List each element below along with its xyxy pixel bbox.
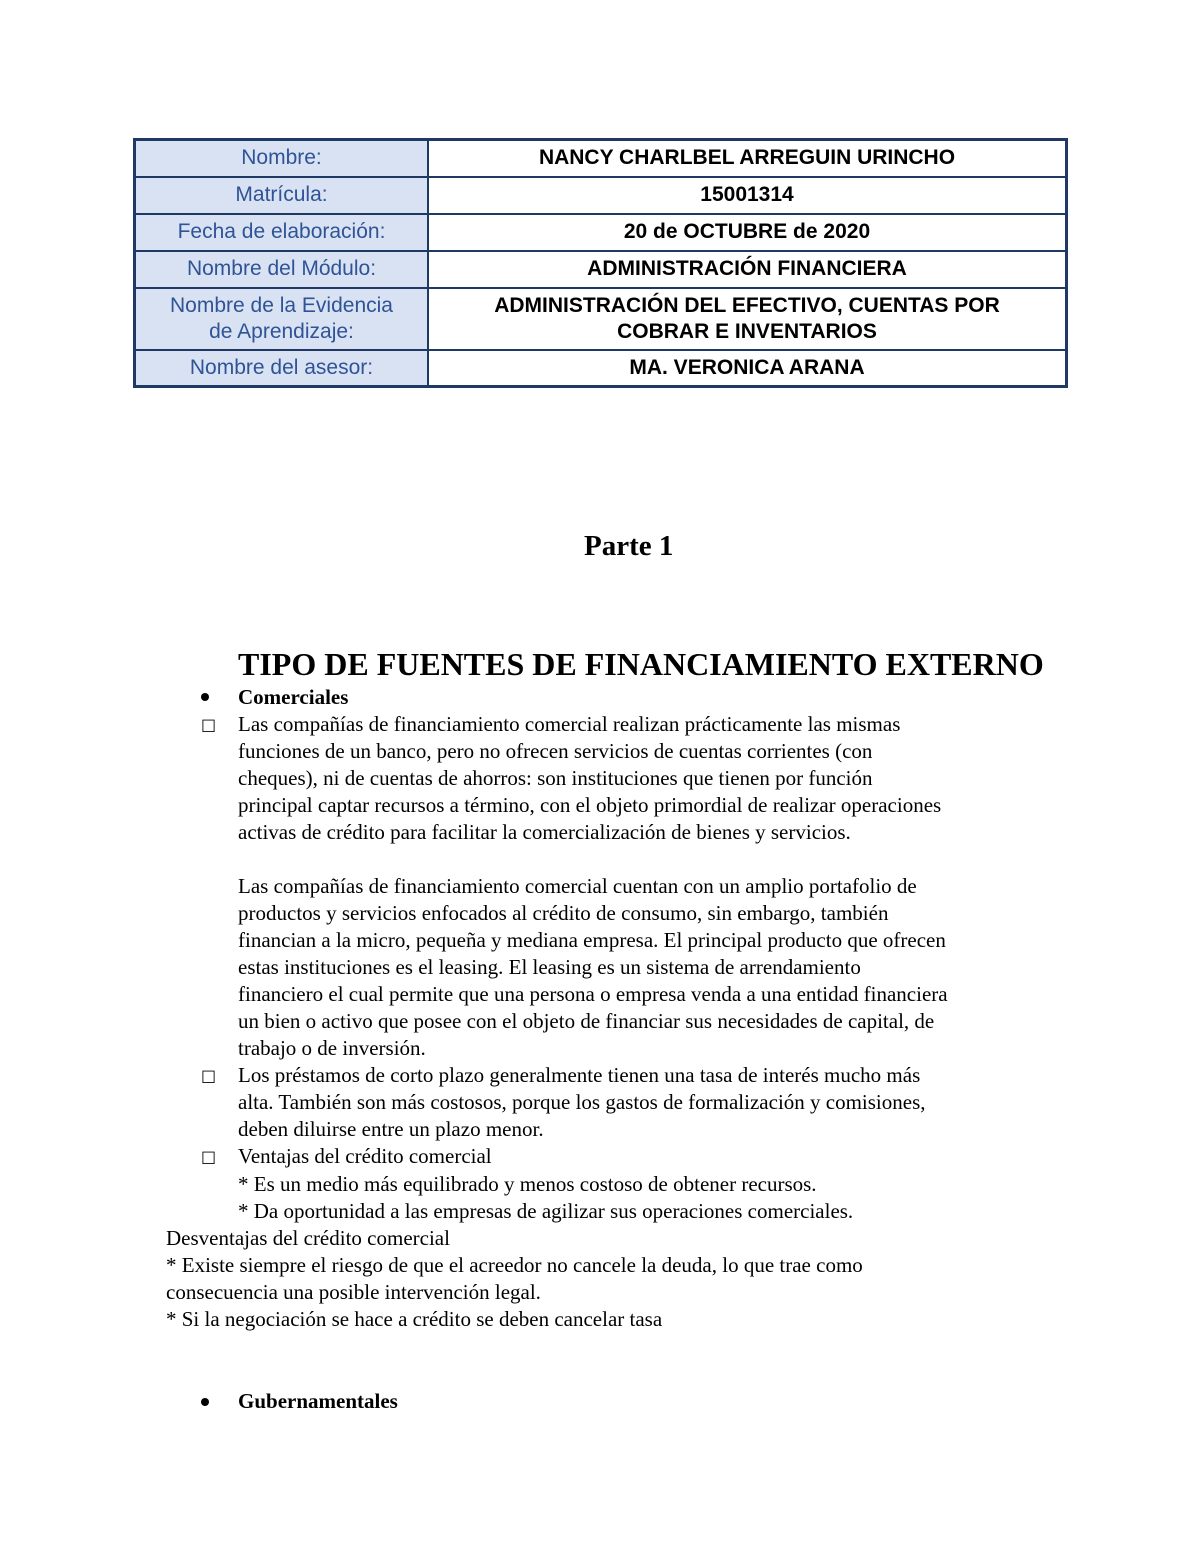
para1-line: Las compañías de financiamiento comercial realizan prácticamente las mismas [238, 712, 901, 736]
disadvantages-line: Desventajas del crédito comercial [166, 1226, 450, 1250]
section-heading-gubernamentales: Gubernamentales [238, 1389, 398, 1413]
para2-line: un bien o activo que posee con el objeto de financiar sus necesidades de capital, de [238, 1009, 935, 1033]
label-module: Nombre del Módulo: [135, 251, 429, 288]
para2-line: Las compañías de financiamiento comercial cuentan con un amplio portafolio de [238, 874, 917, 898]
info-row-date [135, 214, 1067, 251]
para2-line: productos y servicios enfocados al crédito de consumo, sin embargo, también [238, 901, 889, 925]
label-matricula: Matrícula: [135, 177, 429, 214]
square-bullet-icon: □ [201, 1147, 217, 1166]
label-date: Fecha de elaboración: [135, 214, 429, 251]
section-heading-comerciales: Comerciales [238, 685, 349, 709]
bullet-dot-icon [201, 693, 209, 701]
label-evidence [135, 288, 429, 350]
value-evidence-line2: COBRAR E INVENTARIOS [617, 319, 877, 343]
para2-line: financian a la micro, pequeña y mediana empresa. El principal producto que ofrecen [238, 928, 946, 952]
info-row-evidence [135, 288, 1067, 350]
para1-line: cheques), ni de cuentas de ahorros: son instituciones que tienen por función [238, 766, 873, 790]
bullet-dot-icon [201, 1398, 209, 1406]
para2-line: financiero el cual permite que una persona o empresa venda a una entidad financiera [238, 982, 948, 1006]
para3-line: Los préstamos de corto plazo generalmente tienen una tasa de interés mucho más [238, 1063, 921, 1087]
para3-line: deben diluirse entre un plazo menor. [238, 1117, 544, 1141]
disadvantages-line: * Existe siempre el riesgo de que el acreedor no cancele la deuda, lo que trae como [166, 1253, 863, 1277]
disadvantages-line: * Si la negociación se hace a crédito se deben cancelar tasa [166, 1307, 663, 1331]
para4-line: * Es un medio más equilibrado y menos costoso de obtener recursos. [238, 1172, 817, 1196]
label-evidence-line1: Nombre de la Evidencia [170, 293, 393, 317]
disadvantages-line: consecuencia una posible intervención legal. [166, 1280, 541, 1304]
label-advisor: Nombre del asesor: [135, 350, 429, 387]
value-evidence [428, 288, 1067, 350]
para3-line: alta. También son más costosos, porque los gastos de formalización y comisiones, [238, 1090, 926, 1114]
square-bullet-icon: □ [201, 1066, 217, 1085]
value-evidence-line1: ADMINISTRACIÓN DEL EFECTIVO, CUENTAS POR [494, 293, 1000, 317]
para4-line: Ventajas del crédito comercial [238, 1144, 492, 1168]
value-name: NANCY CHARLBEL ARREGUIN URINCHO [428, 140, 1067, 177]
value-matricula: 15001314 [428, 177, 1067, 214]
value-module: ADMINISTRACIÓN FINANCIERA [428, 251, 1067, 288]
para2-line: estas instituciones es el leasing. El leasing es un sistema de arrendamiento [238, 955, 861, 979]
label-evidence-line2: de Aprendizaje: [209, 319, 354, 343]
main-title: TIPO DE FUENTES DE FINANCIAMIENTO EXTERNO [238, 646, 1044, 682]
part-heading [548, 530, 673, 563]
para1-line: funciones de un banco, pero no ofrecen servicios de cuentas corrientes (con [238, 739, 873, 763]
info-row-advisor [135, 350, 1067, 387]
info-row-name [135, 140, 1067, 177]
info-row-matricula [135, 177, 1067, 214]
label-name: Nombre: [135, 140, 429, 177]
value-date: 20 de OCTUBRE de 2020 [428, 214, 1067, 251]
para2-line: trabajo o de inversión. [238, 1036, 426, 1060]
part-title: Parte 1 [584, 530, 674, 562]
para1-line: principal captar recursos a término, con el objeto primordial de realizar operaciones [238, 793, 942, 817]
square-bullet-icon: □ [201, 715, 217, 734]
student-info-table [133, 138, 1068, 388]
para1-line: activas de crédito para facilitar la comercialización de bienes y servicios. [238, 820, 851, 844]
para4-line: * Da oportunidad a las empresas de agilizar sus operaciones comerciales. [238, 1199, 854, 1223]
value-advisor: MA. VERONICA ARANA [428, 350, 1067, 387]
info-row-module [135, 251, 1067, 288]
